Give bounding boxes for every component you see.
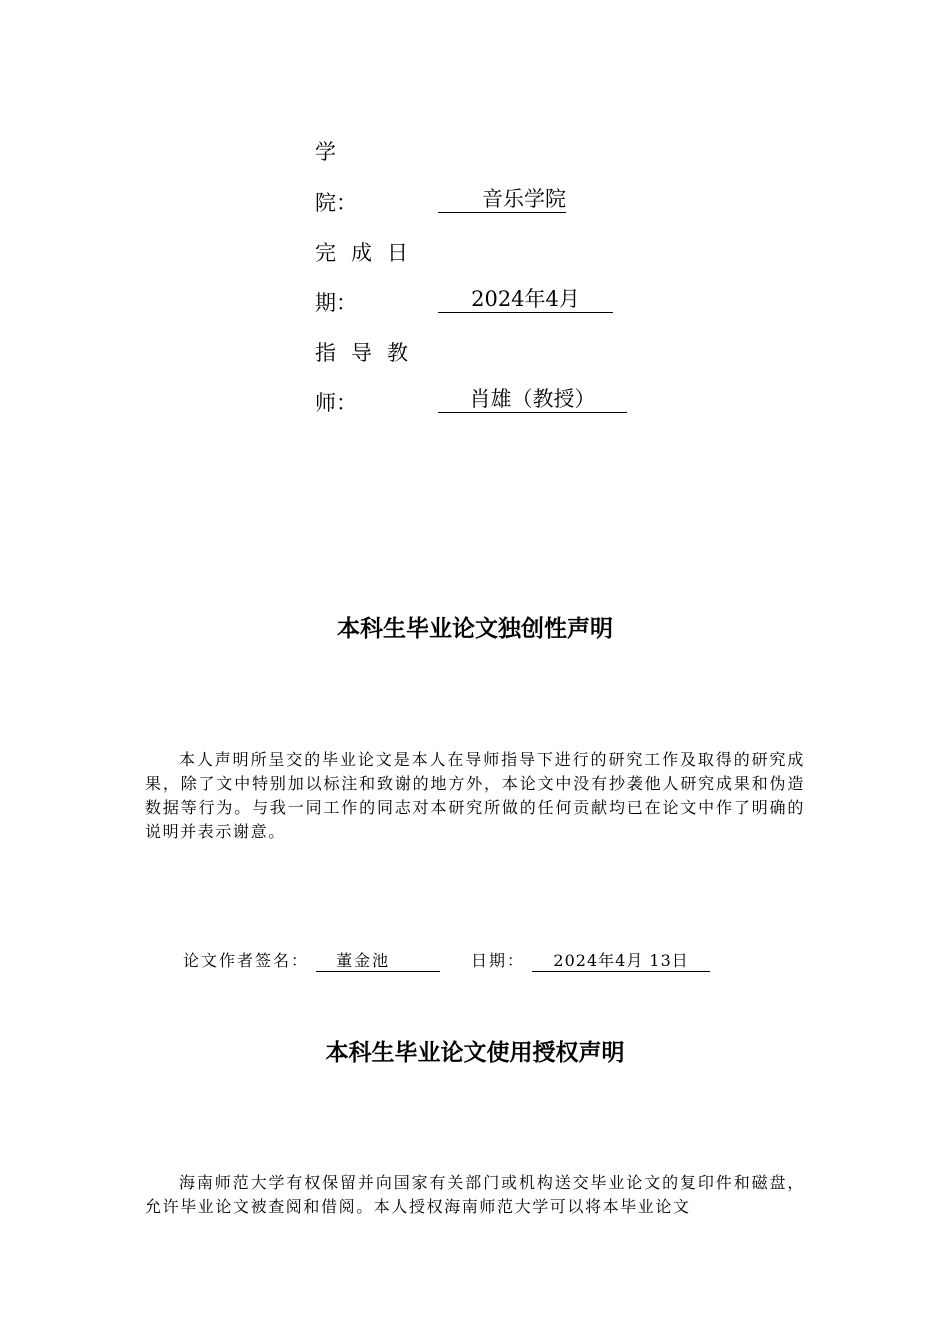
advisor-value: 肖雄（教授） — [438, 387, 627, 413]
advisor-label-line1: 指导教 — [315, 341, 423, 365]
college-label-line2: 院： — [315, 191, 357, 215]
date-label-line2: 期： — [315, 291, 357, 315]
signature-line — [183, 948, 440, 972]
authorization-body: 海南师范大学有权保留并向国家有关部门或机构送交毕业论文的复印件和磁盘，允许毕业论文被查阅和借阅。本人授权海南师范大学可以将本毕业论文 — [145, 1173, 805, 1216]
college-value: 音乐学院 — [438, 187, 566, 213]
signature-date-value: 2024年4月 13日 — [532, 951, 710, 972]
college-label-line1: 学 — [315, 140, 336, 164]
signature-value: 董金池 — [316, 951, 440, 972]
authorization-title: 本科生毕业论文使用授权声明 — [325, 1040, 625, 1066]
signature-label: 论文作者签名： — [183, 951, 310, 970]
originality-body: 本人声明所呈交的毕业论文是本人在导师指导下进行的研究工作及取得的研究成果，除了文中特别加以标注和致谢的地方外，本论文中没有抄袭他人研究成果和伪造数据等行为。与我一同工作的同志对本研究所做的任何贡献均已在论文中作了明确的说明并表示谢意。 — [145, 750, 805, 841]
advisor-label-line2: 师： — [315, 391, 357, 415]
completion-date-value: 2024年4月 — [438, 287, 613, 313]
originality-title: 本科生毕业论文独创性声明 — [337, 616, 613, 642]
date-label-line1: 完成日 — [315, 241, 423, 265]
signature-date-line — [471, 948, 710, 972]
signature-date-label: 日期： — [471, 951, 526, 970]
